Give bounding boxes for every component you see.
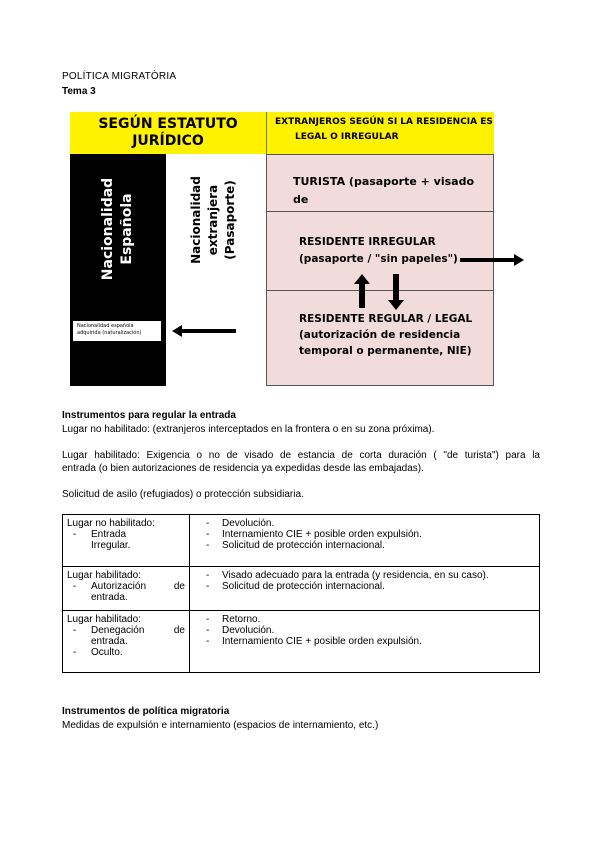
arrow-right-icon (460, 253, 526, 267)
tourist-box: TURISTA (pasaporte + visado de (266, 154, 494, 212)
authorized-place-text: Lugar habilitado: Exigencia o no de visado de estancia de corta duración ( "de turista") para la entrada (o bien autorizaciones de residencia ya expedidas desde las embajadas). (62, 450, 540, 474)
list-item: - Denegación de entrada. (73, 625, 185, 647)
table-cell-right (190, 515, 540, 567)
arrow-down-icon (388, 274, 404, 310)
section-policy-title: Instrumentos de política migratoria (62, 706, 230, 717)
regular-resident-box: RESIDENTE REGULAR / LEGAL (autorización de residencia temporal o permanente, NIE) (266, 290, 494, 386)
arrow-left-icon (172, 324, 238, 338)
irregular-resident-box: RESIDENTE IRREGULAR (pasaporte / "sin papeles") (266, 211, 494, 291)
topic-title: Tema 3 (62, 86, 96, 97)
table-cell-right (190, 567, 540, 611)
list-item: - Devolución. (206, 518, 275, 529)
diagram-left-header: SEGÚN ESTATUTO JURÍDICO (70, 112, 266, 154)
table-row (63, 611, 540, 673)
table-row (63, 515, 540, 567)
unauthorized-place-text: Lugar no habilitado: (extranjeros interceptados en la frontera o en su zona próxima). (62, 424, 435, 435)
naturalization-note: Nacionalidad española adquirida (naturalización) (72, 320, 162, 342)
arrow-up-icon (354, 274, 370, 308)
status-diagram: SEGÚN ESTATUTO JURÍDICO EXTRANJEROS SEGÚN SI LA RESIDENCIA ES LEGAL O IRREGULAR Nacionalidad Española Nacionalidad extranjera (Pasaporte) Nacionalidad española adquirida (naturalización) TURISTA (pasaporte + visado de RESIDENTE IRREGULAR (pasaporte / "sin papeles") RESIDENTE REGULAR / LEGAL (autorización de residencia temporal o permanente, NIE) (70, 112, 494, 386)
asylum-text: Solicitud de asilo (refugiados) o protección subsidiaria. (62, 489, 304, 500)
list-item: - Internamiento CIE + posible orden expulsión. (206, 529, 422, 540)
table-cell-left: Lugar no habilitado: - Entrada Irregular. (63, 515, 190, 567)
course-title: POLÍTICA MIGRATÒRIA (62, 71, 177, 82)
list-item: - Internamiento CIE + posible orden expulsión. (206, 636, 422, 647)
list-item: - Retorno. (206, 614, 261, 625)
list-item: - Autorización de entrada. (73, 581, 185, 603)
expulsion-measures-text: Medidas de expulsión e internamiento (espacios de internamiento, etc.) (62, 720, 379, 731)
list-item: - Oculto. (73, 647, 123, 658)
section-entry-title: Instrumentos para regular la entrada (62, 410, 236, 421)
list-item: - Solicitud de protección internacional. (206, 540, 385, 551)
list-item: - Devolución. (206, 625, 275, 636)
table-cell-left: Lugar habilitado: - Autorización de entrada. (63, 567, 190, 611)
table-cell-left: Lugar habilitado: - Denegación de entrada. - Oculto. (63, 611, 190, 673)
diagram-right-header: EXTRANJEROS SEGÚN SI LA RESIDENCIA ES LEGAL O IRREGULAR (266, 112, 494, 154)
list-item: - Entrada Irregular. (73, 529, 131, 551)
table-row (63, 567, 540, 611)
list-item: - Visado adecuado para la entrada (y residencia, en su caso). (206, 570, 489, 581)
table-cell-right (190, 611, 540, 673)
entry-instruments-table (62, 514, 540, 673)
list-item: - Solicitud de protección internacional. (206, 581, 385, 592)
